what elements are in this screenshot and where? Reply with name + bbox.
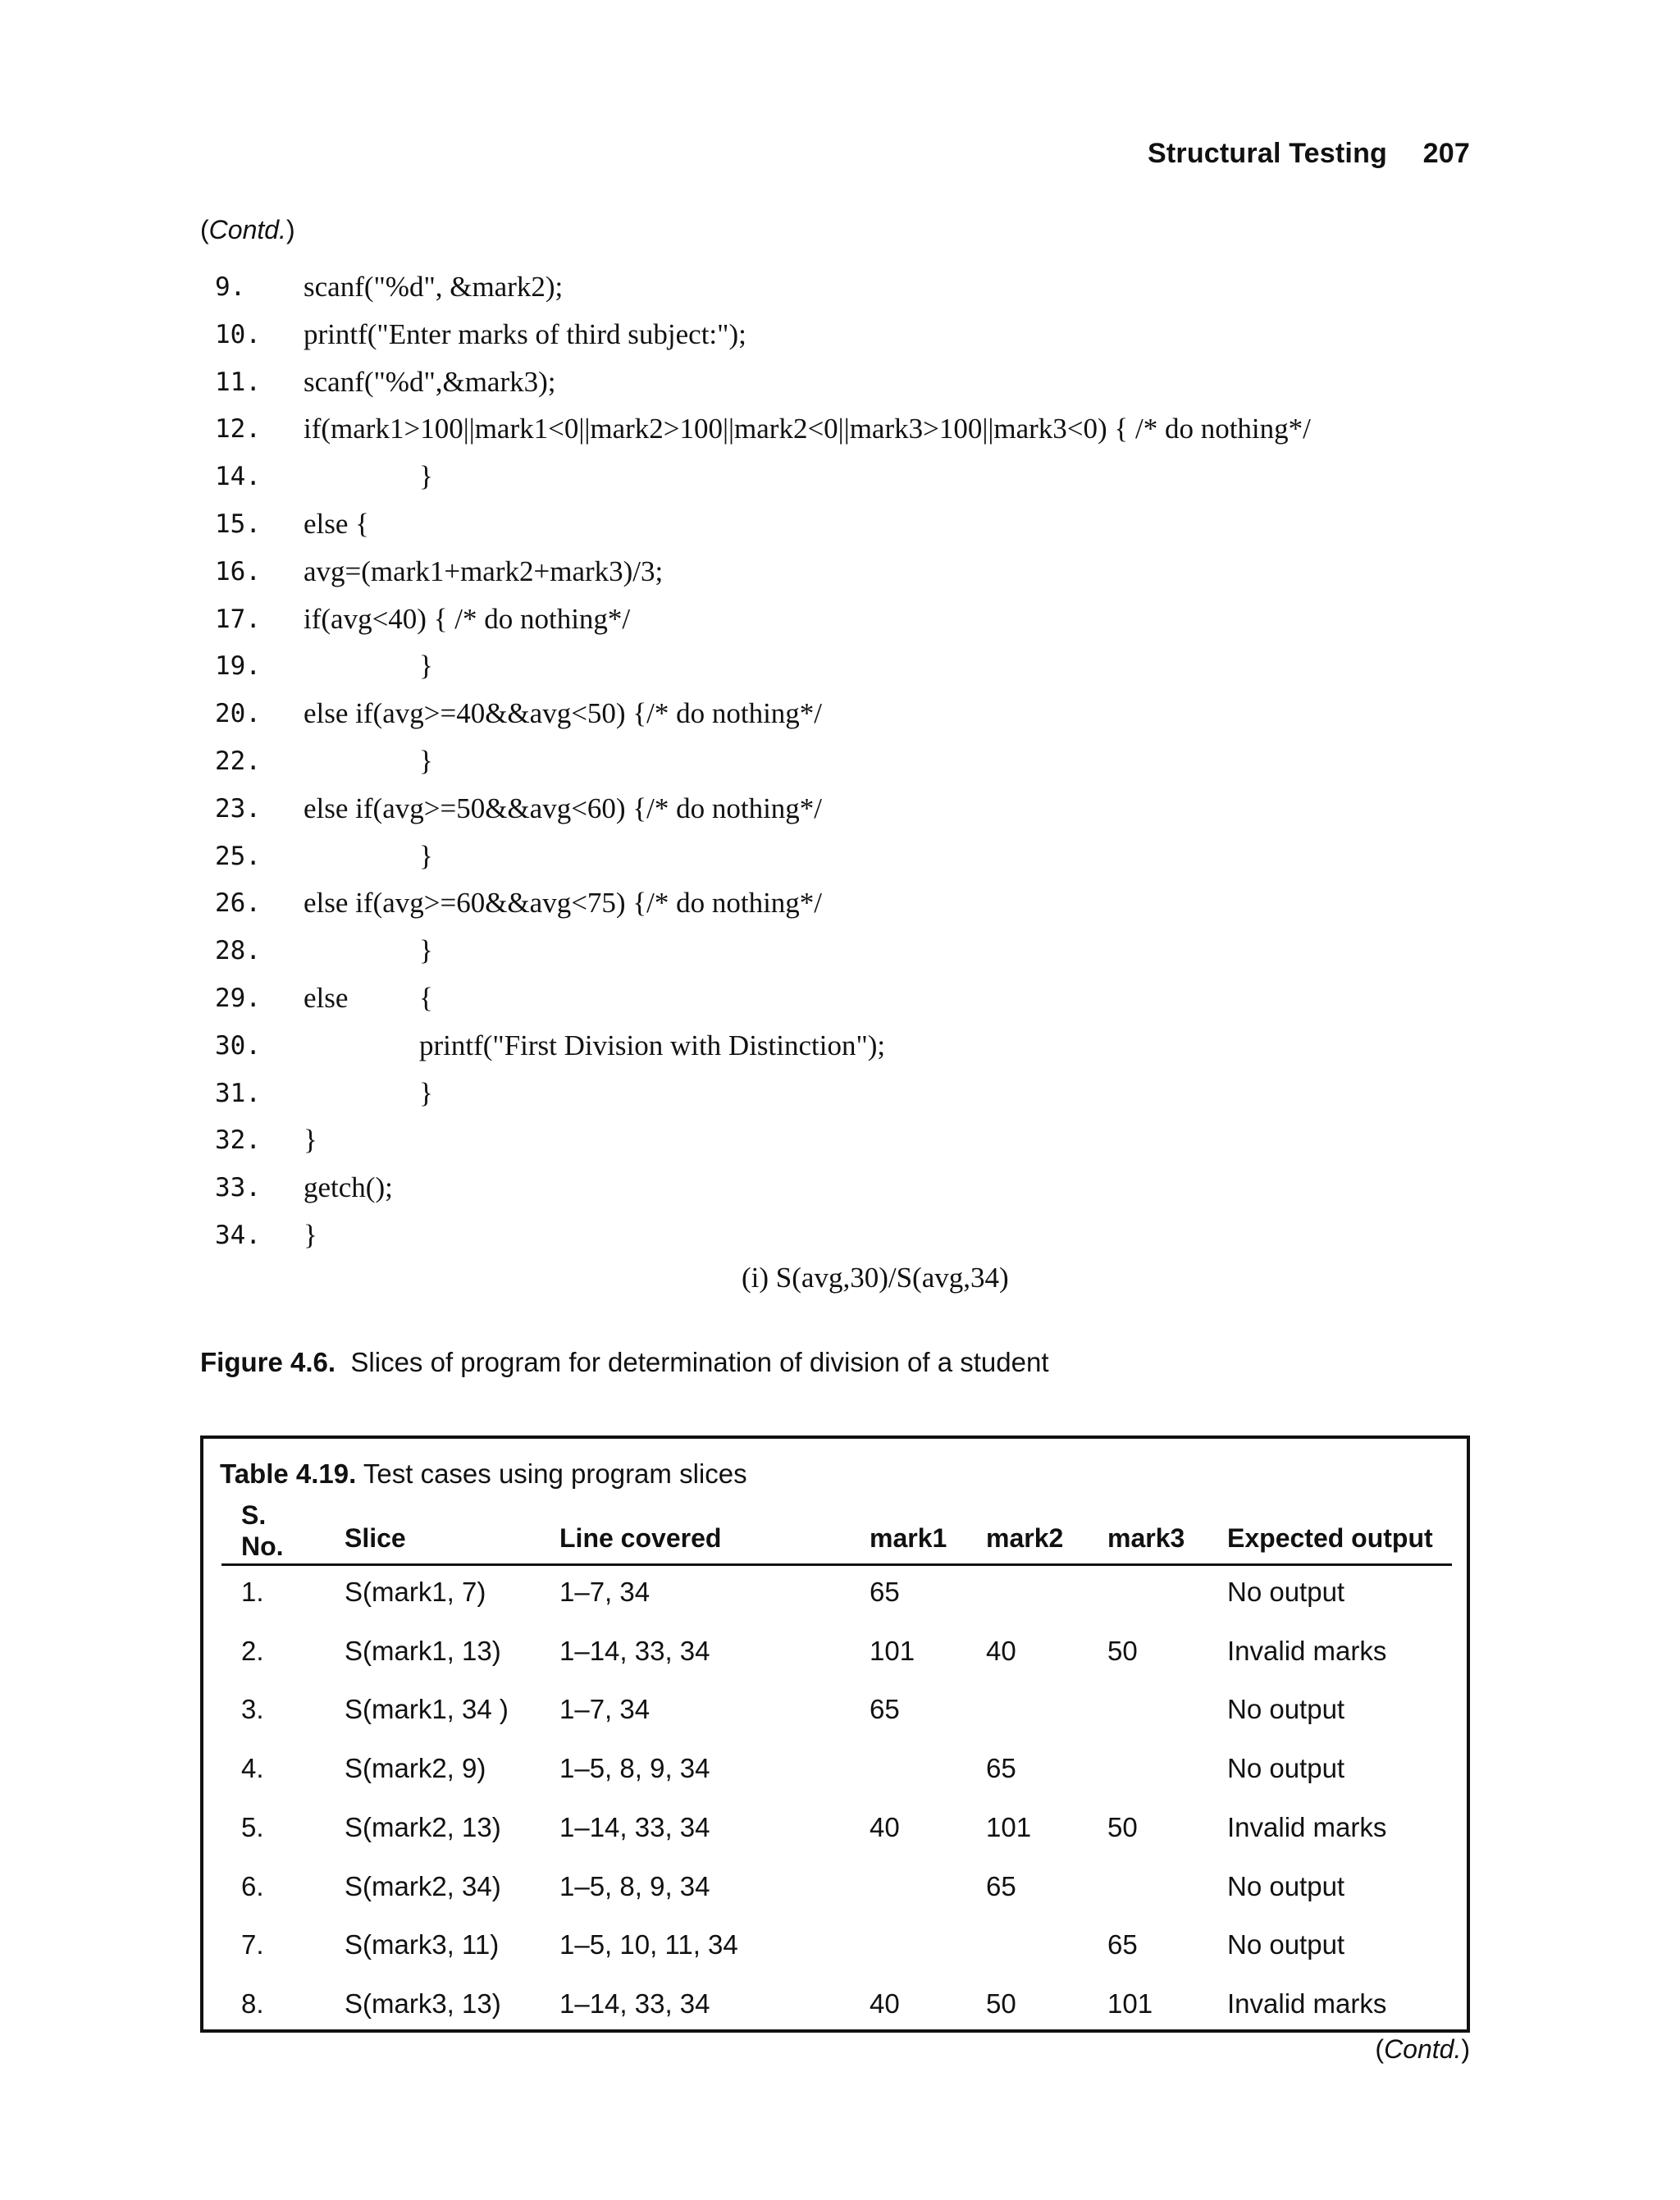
code-text: if(avg<40) { /* do nothing*/ [304,602,631,635]
cell-slice: S(mark1, 7) [345,1577,486,1607]
line-number: 20. [215,699,261,729]
table-row [221,1686,1452,1745]
page-number: 207 [1422,138,1470,169]
line-number: 16. [215,556,261,587]
cell-mark1: 65 [870,1694,900,1725]
line-number: 9. [215,272,246,302]
line-number: 29. [215,983,261,1013]
line-number: 23. [215,793,261,824]
table-row [221,1804,1452,1863]
line-number: 25. [215,841,261,871]
cell-expected-output: No output [1227,1577,1345,1607]
line-number: 10. [215,319,261,349]
line-number: 12. [215,414,261,445]
table-row [221,1745,1452,1804]
cell-sno: 2. [241,1635,264,1666]
cell-slice: S(mark2, 9) [345,1753,486,1784]
cell-line-covered: 1–14, 33, 34 [559,1988,710,2019]
code-text: else if(avg>=40&&avg<50) {/* do nothing*/ [304,697,823,730]
code-text: else { [304,507,369,540]
code-text: if(mark1>100||mark1<0||mark2>100||mark2<0||mark3>100||mark3<0) { /* do nothing*/ [304,413,1311,445]
line-number: 34. [215,1220,261,1250]
code-text: else [304,981,349,1014]
cell-mark3: 50 [1107,1811,1138,1842]
cell-expected-output: No output [1227,1929,1345,1960]
table-row [221,1568,1452,1627]
contd-word: Contd. [1384,2034,1462,2064]
cell-sno: 6. [241,1870,264,1901]
code-text: printf("First Division with Distinction"); [419,1029,886,1061]
cell-mark3: 65 [1107,1929,1138,1960]
test-cases-table [200,1435,1470,2033]
header-mark1: mark1 [870,1523,947,1553]
table-row [221,1980,1452,2039]
cell-expected-output: No output [1227,1694,1345,1725]
cell-mark1: 40 [870,1811,900,1842]
code-text: } [419,934,433,967]
table-header-row [221,1501,1452,1566]
figure-caption [200,1347,1049,1378]
cell-mark3: 101 [1107,1988,1153,2019]
code-text: } [419,650,433,682]
table-caption [220,1458,747,1490]
cell-mark2: 65 [986,1753,1016,1784]
slice-caption: (i) S(avg,30)/S(avg,34) [742,1262,1009,1294]
code-text: } [419,1076,433,1109]
line-number: 19. [215,651,261,682]
cell-expected-output: Invalid marks [1227,1988,1387,2019]
figure-caption-text: Slices of program for determination of division of a student [350,1347,1049,1377]
code-text: scanf("%d",&mark3); [304,365,556,398]
header-slice: Slice [345,1523,406,1553]
cell-mark2: 40 [986,1635,1016,1666]
cell-expected-output: Invalid marks [1227,1811,1387,1842]
cell-mark3: 50 [1107,1635,1138,1666]
code-text: scanf("%d", &mark2); [304,271,564,303]
cell-mark2: 101 [986,1811,1032,1842]
cell-mark1: 40 [870,1988,900,2019]
line-number: 26. [215,888,261,919]
code-text: } [304,1124,317,1157]
line-number: 32. [215,1125,261,1156]
code-text: getch(); [304,1171,393,1204]
header-line-covered: Line covered [559,1523,722,1553]
cell-sno: 4. [241,1753,264,1784]
code-text: } [304,1218,317,1251]
cell-sno: 5. [241,1811,264,1842]
line-number: 30. [215,1030,261,1061]
cell-mark2: 65 [986,1870,1016,1901]
code-text: } [419,744,433,777]
code-text: printf("Enter marks of third subject:"); [304,317,746,350]
header-sno-line2: No. [241,1531,284,1561]
cell-mark1: 65 [870,1577,900,1607]
cell-line-covered: 1–7, 34 [559,1694,651,1725]
cell-line-covered: 1–5, 8, 9, 34 [559,1870,710,1901]
code-text: avg=(mark1+mark2+mark3)/3; [304,555,664,587]
code-text: else if(avg>=50&&avg<60) {/* do nothing*/ [304,792,823,824]
cell-slice: S(mark2, 34) [345,1870,501,1901]
cell-slice: S(mark2, 13) [345,1811,501,1842]
header-sno-line1: S. [241,1500,267,1530]
line-number: 15. [215,509,261,539]
cell-line-covered: 1–7, 34 [559,1577,651,1607]
table-row [221,1863,1452,1922]
header-expected-output: Expected output [1227,1523,1433,1553]
cell-line-covered: 1–14, 33, 34 [559,1811,710,1842]
line-number: 11. [215,367,261,397]
cell-line-covered: 1–14, 33, 34 [559,1635,710,1666]
table-row [221,1921,1452,1980]
header-mark2: mark2 [986,1523,1064,1553]
code-brace: { [419,981,433,1014]
cell-line-covered: 1–5, 8, 9, 34 [559,1753,710,1784]
header-sno [241,1499,284,1562]
cell-expected-output: No output [1227,1753,1345,1784]
running-header [1148,138,1470,170]
cell-mark1: 101 [870,1635,915,1666]
contd-note-top: (Contd.) [200,215,295,244]
code-text: else if(avg>=60&&avg<75) {/* do nothing*/ [304,887,823,920]
line-number: 14. [215,462,261,492]
cell-sno: 7. [241,1929,264,1960]
cell-slice: S(mark3, 13) [345,1988,501,2019]
contd-word: Contd. [208,215,286,244]
table-title: Test cases using program slices [363,1458,747,1489]
figure-label: Figure 4.6. [200,1347,336,1377]
cell-slice: S(mark3, 11) [345,1929,500,1960]
cell-line-covered: 1–5, 10, 11, 34 [559,1929,738,1960]
header-title: Structural Testing [1148,138,1388,169]
line-number: 28. [215,936,261,966]
contd-note-bottom: (Contd.) [1375,2034,1470,2064]
line-number: 33. [215,1173,261,1203]
cell-sno: 8. [241,1988,264,2019]
code-text: } [419,839,433,872]
cell-slice: S(mark1, 13) [345,1635,501,1666]
cell-expected-output: Invalid marks [1227,1635,1387,1666]
cell-mark2: 50 [986,1988,1016,2019]
cell-sno: 1. [241,1577,264,1607]
table-row [221,1627,1452,1687]
line-number: 31. [215,1078,261,1108]
cell-sno: 3. [241,1694,264,1725]
cell-slice: S(mark1, 34 ) [345,1694,509,1725]
line-number: 22. [215,746,261,776]
code-text: } [419,460,433,493]
line-number: 17. [215,604,261,634]
table-label: Table 4.19. [220,1458,357,1489]
header-mark3: mark3 [1107,1523,1185,1553]
cell-expected-output: No output [1227,1870,1345,1901]
